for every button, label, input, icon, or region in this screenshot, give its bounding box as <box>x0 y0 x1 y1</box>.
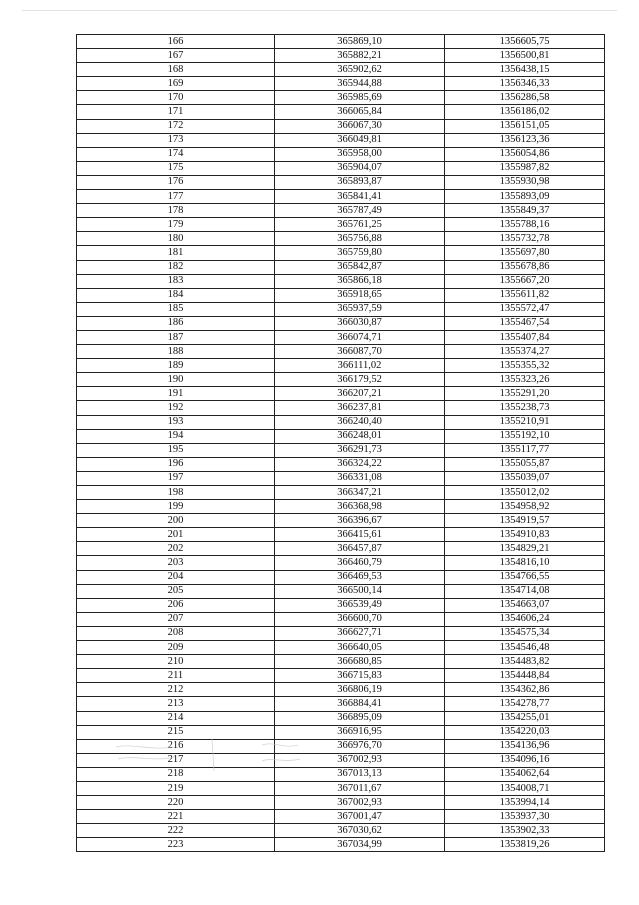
table-row <box>77 274 605 288</box>
x-coordinate-cell: 366469,53 <box>275 570 445 584</box>
x-coordinate-cell: 365985,69 <box>275 91 445 105</box>
table-row <box>77 119 605 133</box>
point-number-cell: 219 <box>77 781 275 795</box>
table-row <box>77 697 605 711</box>
y-coordinate-cell: 1354136,96 <box>445 739 605 753</box>
y-coordinate-cell: 1356123,36 <box>445 133 605 147</box>
x-coordinate-cell: 366248,01 <box>275 429 445 443</box>
y-coordinate-cell: 1355678,86 <box>445 260 605 274</box>
y-coordinate-cell: 1355987,82 <box>445 161 605 175</box>
y-coordinate-cell: 1354606,24 <box>445 612 605 626</box>
x-coordinate-cell: 366324,22 <box>275 457 445 471</box>
x-coordinate-cell: 365787,49 <box>275 204 445 218</box>
point-number-cell: 175 <box>77 161 275 175</box>
y-coordinate-cell: 1355572,47 <box>445 302 605 316</box>
x-coordinate-cell: 365842,87 <box>275 260 445 274</box>
table-row <box>77 711 605 725</box>
point-number-cell: 177 <box>77 190 275 204</box>
y-coordinate-cell: 1355192,10 <box>445 429 605 443</box>
x-coordinate-cell: 366237,81 <box>275 401 445 415</box>
x-coordinate-cell: 366111,02 <box>275 359 445 373</box>
y-coordinate-cell: 1355238,73 <box>445 401 605 415</box>
x-coordinate-cell: 365866,18 <box>275 274 445 288</box>
point-number-cell: 188 <box>77 345 275 359</box>
x-coordinate-cell: 367034,99 <box>275 838 445 852</box>
y-coordinate-cell: 1356286,58 <box>445 91 605 105</box>
y-coordinate-cell: 1353937,30 <box>445 810 605 824</box>
point-number-cell: 166 <box>77 35 275 49</box>
y-coordinate-cell: 1355374,27 <box>445 345 605 359</box>
point-number-cell: 200 <box>77 514 275 528</box>
y-coordinate-cell: 1354958,92 <box>445 500 605 514</box>
table-row <box>77 232 605 246</box>
table-row <box>77 584 605 598</box>
y-coordinate-cell: 1355210,91 <box>445 415 605 429</box>
y-coordinate-cell: 1355930,98 <box>445 175 605 189</box>
y-coordinate-cell: 1355117,77 <box>445 443 605 457</box>
table-row <box>77 35 605 49</box>
x-coordinate-cell: 366067,30 <box>275 119 445 133</box>
point-number-cell: 213 <box>77 697 275 711</box>
x-coordinate-cell: 366715,83 <box>275 669 445 683</box>
y-coordinate-cell: 1356605,75 <box>445 35 605 49</box>
table-row <box>77 612 605 626</box>
point-number-cell: 220 <box>77 796 275 810</box>
table-row <box>77 767 605 781</box>
table-row <box>77 457 605 471</box>
y-coordinate-cell: 1356346,33 <box>445 77 605 91</box>
table-row <box>77 175 605 189</box>
x-coordinate-cell: 366916,95 <box>275 725 445 739</box>
point-number-cell: 173 <box>77 133 275 147</box>
y-coordinate-cell: 1355291,20 <box>445 387 605 401</box>
table-row <box>77 598 605 612</box>
table-row <box>77 810 605 824</box>
table-row <box>77 626 605 640</box>
point-number-cell: 179 <box>77 218 275 232</box>
x-coordinate-cell: 367011,67 <box>275 781 445 795</box>
table-row <box>77 415 605 429</box>
y-coordinate-cell: 1355323,26 <box>445 373 605 387</box>
table-row <box>77 781 605 795</box>
y-coordinate-cell: 1355788,16 <box>445 218 605 232</box>
x-coordinate-cell: 366240,40 <box>275 415 445 429</box>
point-number-cell: 181 <box>77 246 275 260</box>
y-coordinate-cell: 1356054,86 <box>445 147 605 161</box>
y-coordinate-cell: 1354663,07 <box>445 598 605 612</box>
table-row <box>77 302 605 316</box>
x-coordinate-cell: 365944,88 <box>275 77 445 91</box>
x-coordinate-cell: 366500,14 <box>275 584 445 598</box>
table-row <box>77 316 605 330</box>
point-number-cell: 206 <box>77 598 275 612</box>
point-number-cell: 191 <box>77 387 275 401</box>
table-row <box>77 77 605 91</box>
coordinates-table-body <box>77 35 605 852</box>
x-coordinate-cell: 366976,70 <box>275 739 445 753</box>
table-row <box>77 514 605 528</box>
x-coordinate-cell: 365918,65 <box>275 288 445 302</box>
table-row <box>77 401 605 415</box>
y-coordinate-cell: 1354575,34 <box>445 626 605 640</box>
table-row <box>77 63 605 77</box>
point-number-cell: 195 <box>77 443 275 457</box>
point-number-cell: 205 <box>77 584 275 598</box>
point-number-cell: 210 <box>77 655 275 669</box>
point-number-cell: 208 <box>77 626 275 640</box>
x-coordinate-cell: 366806,19 <box>275 683 445 697</box>
point-number-cell: 182 <box>77 260 275 274</box>
x-coordinate-cell: 366368,98 <box>275 500 445 514</box>
table-row <box>77 246 605 260</box>
table-row <box>77 753 605 767</box>
x-coordinate-cell: 366457,87 <box>275 542 445 556</box>
table-row <box>77 260 605 274</box>
point-number-cell: 167 <box>77 49 275 63</box>
table-row <box>77 359 605 373</box>
x-coordinate-cell: 366331,08 <box>275 471 445 485</box>
table-row <box>77 387 605 401</box>
y-coordinate-cell: 1354829,21 <box>445 542 605 556</box>
table-row <box>77 147 605 161</box>
x-coordinate-cell: 366291,73 <box>275 443 445 457</box>
y-coordinate-cell: 1354910,83 <box>445 528 605 542</box>
x-coordinate-cell: 366347,21 <box>275 486 445 500</box>
x-coordinate-cell: 367002,93 <box>275 796 445 810</box>
point-number-cell: 215 <box>77 725 275 739</box>
point-number-cell: 193 <box>77 415 275 429</box>
x-coordinate-cell: 366539,49 <box>275 598 445 612</box>
x-coordinate-cell: 367001,47 <box>275 810 445 824</box>
y-coordinate-cell: 1354766,55 <box>445 570 605 584</box>
x-coordinate-cell: 366207,21 <box>275 387 445 401</box>
x-coordinate-cell: 366074,71 <box>275 330 445 344</box>
x-coordinate-cell: 365759,80 <box>275 246 445 260</box>
table-row <box>77 330 605 344</box>
point-number-cell: 189 <box>77 359 275 373</box>
y-coordinate-cell: 1354278,77 <box>445 697 605 711</box>
x-coordinate-cell: 365761,25 <box>275 218 445 232</box>
y-coordinate-cell: 1355667,20 <box>445 274 605 288</box>
table-row <box>77 105 605 119</box>
point-number-cell: 214 <box>77 711 275 725</box>
point-number-cell: 171 <box>77 105 275 119</box>
y-coordinate-cell: 1354255,01 <box>445 711 605 725</box>
table-row <box>77 824 605 838</box>
table-row <box>77 486 605 500</box>
point-number-cell: 199 <box>77 500 275 514</box>
y-coordinate-cell: 1354008,71 <box>445 781 605 795</box>
y-coordinate-cell: 1353819,26 <box>445 838 605 852</box>
x-coordinate-cell: 366640,05 <box>275 641 445 655</box>
point-number-cell: 172 <box>77 119 275 133</box>
y-coordinate-cell: 1355407,84 <box>445 330 605 344</box>
table-row <box>77 641 605 655</box>
x-coordinate-cell: 367030,62 <box>275 824 445 838</box>
y-coordinate-cell: 1353994,14 <box>445 796 605 810</box>
x-coordinate-cell: 365756,88 <box>275 232 445 246</box>
y-coordinate-cell: 1354816,10 <box>445 556 605 570</box>
point-number-cell: 180 <box>77 232 275 246</box>
table-row <box>77 429 605 443</box>
table-row <box>77 838 605 852</box>
table-row <box>77 190 605 204</box>
y-coordinate-cell: 1355055,87 <box>445 457 605 471</box>
x-coordinate-cell: 366680,85 <box>275 655 445 669</box>
y-coordinate-cell: 1355012,02 <box>445 486 605 500</box>
table-row <box>77 373 605 387</box>
point-number-cell: 221 <box>77 810 275 824</box>
point-number-cell: 186 <box>77 316 275 330</box>
y-coordinate-cell: 1354220,03 <box>445 725 605 739</box>
y-coordinate-cell: 1356438,15 <box>445 63 605 77</box>
y-coordinate-cell: 1354714,08 <box>445 584 605 598</box>
x-coordinate-cell: 366460,79 <box>275 556 445 570</box>
x-coordinate-cell: 365958,00 <box>275 147 445 161</box>
point-number-cell: 217 <box>77 753 275 767</box>
table-row <box>77 542 605 556</box>
table-row <box>77 288 605 302</box>
point-number-cell: 201 <box>77 528 275 542</box>
x-coordinate-cell: 366049,81 <box>275 133 445 147</box>
point-number-cell: 222 <box>77 824 275 838</box>
x-coordinate-cell: 365841,41 <box>275 190 445 204</box>
table-row <box>77 669 605 683</box>
y-coordinate-cell: 1355039,07 <box>445 471 605 485</box>
point-number-cell: 207 <box>77 612 275 626</box>
point-number-cell: 168 <box>77 63 275 77</box>
table-row <box>77 161 605 175</box>
point-number-cell: 183 <box>77 274 275 288</box>
x-coordinate-cell: 365904,07 <box>275 161 445 175</box>
point-number-cell: 202 <box>77 542 275 556</box>
table-row <box>77 91 605 105</box>
point-number-cell: 209 <box>77 641 275 655</box>
table-row <box>77 49 605 63</box>
point-number-cell: 169 <box>77 77 275 91</box>
table-row <box>77 204 605 218</box>
y-coordinate-cell: 1353902,33 <box>445 824 605 838</box>
x-coordinate-cell: 365869,10 <box>275 35 445 49</box>
point-number-cell: 211 <box>77 669 275 683</box>
x-coordinate-cell: 366396,67 <box>275 514 445 528</box>
point-number-cell: 187 <box>77 330 275 344</box>
point-number-cell: 194 <box>77 429 275 443</box>
x-coordinate-cell: 365902,62 <box>275 63 445 77</box>
point-number-cell: 174 <box>77 147 275 161</box>
point-number-cell: 203 <box>77 556 275 570</box>
y-coordinate-cell: 1355355,32 <box>445 359 605 373</box>
table-row <box>77 683 605 697</box>
table-row <box>77 443 605 457</box>
point-number-cell: 198 <box>77 486 275 500</box>
x-coordinate-cell: 365893,87 <box>275 175 445 189</box>
table-row <box>77 500 605 514</box>
point-number-cell: 178 <box>77 204 275 218</box>
point-number-cell: 176 <box>77 175 275 189</box>
point-number-cell: 216 <box>77 739 275 753</box>
y-coordinate-cell: 1356500,81 <box>445 49 605 63</box>
point-number-cell: 204 <box>77 570 275 584</box>
table-row <box>77 796 605 810</box>
x-coordinate-cell: 365882,21 <box>275 49 445 63</box>
x-coordinate-cell: 366415,61 <box>275 528 445 542</box>
table-row <box>77 218 605 232</box>
point-number-cell: 212 <box>77 683 275 697</box>
x-coordinate-cell: 366895,09 <box>275 711 445 725</box>
table-row <box>77 345 605 359</box>
x-coordinate-cell: 366030,87 <box>275 316 445 330</box>
point-number-cell: 190 <box>77 373 275 387</box>
table-row <box>77 471 605 485</box>
x-coordinate-cell: 366065,84 <box>275 105 445 119</box>
table-row <box>77 739 605 753</box>
x-coordinate-cell: 367002,93 <box>275 753 445 767</box>
point-number-cell: 192 <box>77 401 275 415</box>
table-row <box>77 655 605 669</box>
y-coordinate-cell: 1354919,57 <box>445 514 605 528</box>
y-coordinate-cell: 1354062,64 <box>445 767 605 781</box>
x-coordinate-cell: 366179,52 <box>275 373 445 387</box>
point-number-cell: 197 <box>77 471 275 485</box>
table-row <box>77 725 605 739</box>
point-number-cell: 184 <box>77 288 275 302</box>
page-top-edge <box>22 10 617 11</box>
y-coordinate-cell: 1355611,82 <box>445 288 605 302</box>
x-coordinate-cell: 366627,71 <box>275 626 445 640</box>
table-row <box>77 556 605 570</box>
coordinates-table <box>76 34 605 852</box>
x-coordinate-cell: 367013,13 <box>275 767 445 781</box>
table-row <box>77 133 605 147</box>
point-number-cell: 218 <box>77 767 275 781</box>
point-number-cell: 223 <box>77 838 275 852</box>
y-coordinate-cell: 1356151,05 <box>445 119 605 133</box>
y-coordinate-cell: 1354448,84 <box>445 669 605 683</box>
y-coordinate-cell: 1355732,78 <box>445 232 605 246</box>
y-coordinate-cell: 1355697,80 <box>445 246 605 260</box>
table-row <box>77 528 605 542</box>
table-row <box>77 570 605 584</box>
y-coordinate-cell: 1354546,48 <box>445 641 605 655</box>
x-coordinate-cell: 365937,59 <box>275 302 445 316</box>
y-coordinate-cell: 1354362,86 <box>445 683 605 697</box>
point-number-cell: 185 <box>77 302 275 316</box>
x-coordinate-cell: 366087,70 <box>275 345 445 359</box>
y-coordinate-cell: 1355849,37 <box>445 204 605 218</box>
point-number-cell: 196 <box>77 457 275 471</box>
y-coordinate-cell: 1356186,02 <box>445 105 605 119</box>
y-coordinate-cell: 1355467,54 <box>445 316 605 330</box>
x-coordinate-cell: 366600,70 <box>275 612 445 626</box>
y-coordinate-cell: 1354483,82 <box>445 655 605 669</box>
y-coordinate-cell: 1355893,09 <box>445 190 605 204</box>
y-coordinate-cell: 1354096,16 <box>445 753 605 767</box>
x-coordinate-cell: 366884,41 <box>275 697 445 711</box>
point-number-cell: 170 <box>77 91 275 105</box>
